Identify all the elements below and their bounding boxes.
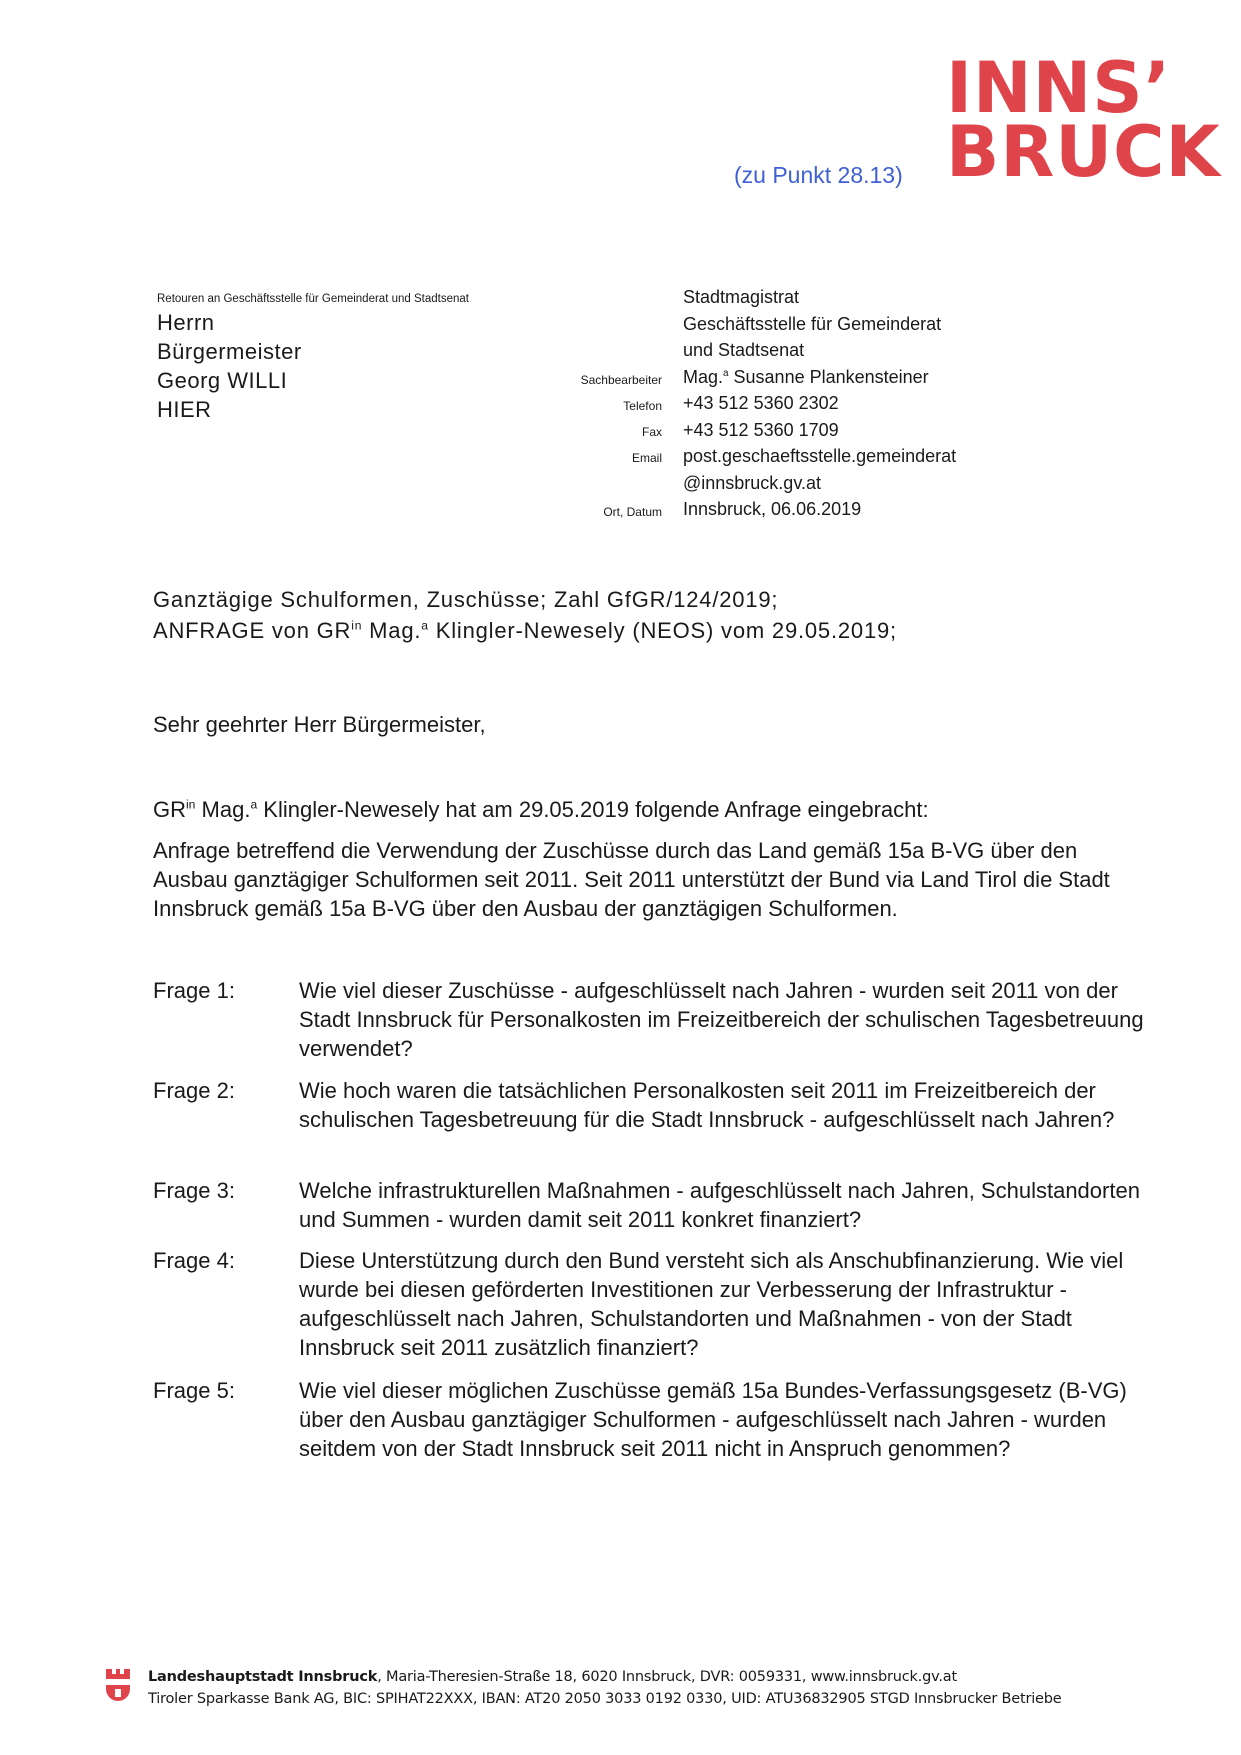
sender-block xyxy=(683,284,956,523)
innsbruck-logo xyxy=(946,47,1221,194)
sender-org-line: Stadtmagistrat xyxy=(683,287,800,307)
inquiry-paragraph: Anfrage betreffend die Verwendung der Zuschüsse durch das Land gemäß 15a B-VG über den Ausbau ganztägiger Schulformen seit 2011. Seit 2011 unterstützt der Bund via Land Tirol die Stadt Innsbruck gemäß 15a B-VG über den Ausbau der ganztägigen Schulformen. xyxy=(153,838,1110,921)
question-label: Frage 5: xyxy=(153,1378,235,1403)
clerk-name: Mag.$^a$ Susanne Plankensteiner xyxy=(683,366,929,387)
recipient-block xyxy=(157,308,302,424)
recipient-line: HIER xyxy=(157,397,212,422)
footer-org-name: Landeshauptstadt Innsbruck xyxy=(148,1669,378,1685)
recipient-line: Bürgermeister xyxy=(157,339,302,364)
fax-number: +43 512 5360 1709 xyxy=(683,419,839,440)
question-label: Frage 1: xyxy=(153,978,235,1003)
clerk-label: Sachbearbeiter xyxy=(580,373,662,387)
footer-line-2: Tiroler Sparkasse Bank AG, BIC: SPIHAT22XXX, IBAN: AT20 2050 3033 0192 0330, UID: ATU36832905 STGD Innsbrucker Betriebe xyxy=(148,1691,1062,1707)
place-date-label: Ort, Datum xyxy=(603,505,662,519)
city-emblem-icon xyxy=(104,1667,132,1703)
email-address-line-2: @innsbruck.gv.at xyxy=(683,472,821,493)
return-address-line: Retouren an Geschäftsstelle für Gemeinderat und Stadtsenat xyxy=(157,293,469,305)
phone-label: Telefon xyxy=(623,399,662,413)
place-date: Innsbruck, 06.06.2019 xyxy=(683,499,862,519)
question-label: Frage 3: xyxy=(153,1178,235,1203)
footer-line-1: Landeshauptstadt Innsbruck, Maria-Theresien-Straße 18, 6020 Innsbruck, DVR: 0059331, www.innsbruck.gv.at xyxy=(148,1669,957,1685)
agenda-reference: (zu Punkt 28.13) xyxy=(734,162,903,188)
sender-org-line: und Stadtsenat xyxy=(683,340,805,360)
email-label: Email xyxy=(631,451,662,465)
question-text: Diese Unterstützung durch den Bund versteht sich als Anschubfinanzierung. Wie viel wurde bei diesen geförderten Investitionen zur Verbesserung der Infrastruktur - aufgeschlüsselt nach Jahren, Schulstandorten und Maßnahmen - von der Stadt Innsbruck seit 2011 zusätzlich finanziert? xyxy=(299,1248,1124,1360)
question-label: Frage 4: xyxy=(153,1248,235,1273)
subject-line-1: Ganztägige Schulformen, Zuschüsse; Zahl GfGR/124/2019; xyxy=(153,587,779,612)
question-text: Wie viel dieser möglichen Zuschüsse gemäß 15a Bundes-Verfassungsgesetz (B-VG) über den Ausbau ganztägiger Schulformen - aufgeschlüsselt nach Jahren - wurden seitdem von der Stadt Innsbruck seit 2011 nicht in Anspruch genommen? xyxy=(299,1378,1127,1461)
intro-sentence: $GR^{in}$ Mag.$^a$ Klingler-Newesely hat am 29.05.2019 folgende Anfrage eingebracht: xyxy=(153,797,929,822)
fax-label: Fax xyxy=(641,425,662,439)
subject-line-2: ANFRAGE von $GR^{in}$ Mag.$^a$ Klingler-Newesely (NEOS) vom 29.05.2019; xyxy=(153,618,897,643)
recipient-line: Herrn xyxy=(157,310,215,335)
logo-line-2: BRUCK xyxy=(946,111,1221,194)
question-text: Welche infrastrukturellen Maßnahmen - aufgeschlüsselt nach Jahren, Schulstandorten und Summen - wurden damit seit 2011 konkret finanziert? xyxy=(299,1178,1140,1232)
phone-number: +43 512 5360 2302 xyxy=(683,393,839,413)
email-address-line-1: post.geschaeftsstelle.gemeinderat xyxy=(683,446,957,466)
salutation: Sehr geehrter Herr Bürgermeister, xyxy=(153,712,486,737)
question-text: Wie viel dieser Zuschüsse - aufgeschlüsselt nach Jahren - wurden seit 2011 von der Stadt Innsbruck für Personalkosten im Freizeitbereich der schulischen Tagesbetreuung verwendet? xyxy=(299,978,1144,1061)
footer xyxy=(148,1666,1061,1710)
subject xyxy=(153,584,897,646)
question-text: Wie hoch waren die tatsächlichen Personalkosten seit 2011 im Freizeitbereich der schulischen Tagesbetreuung für die Stadt Innsbruck - aufgeschlüsselt nach Jahren? xyxy=(299,1078,1115,1132)
sender-org-line: Geschäftsstelle für Gemeinderat xyxy=(683,313,942,334)
logo-line-1: INNS’ xyxy=(946,47,1172,129)
question-label: Frage 2: xyxy=(153,1078,235,1103)
recipient-line: Georg WILLI xyxy=(157,368,288,393)
